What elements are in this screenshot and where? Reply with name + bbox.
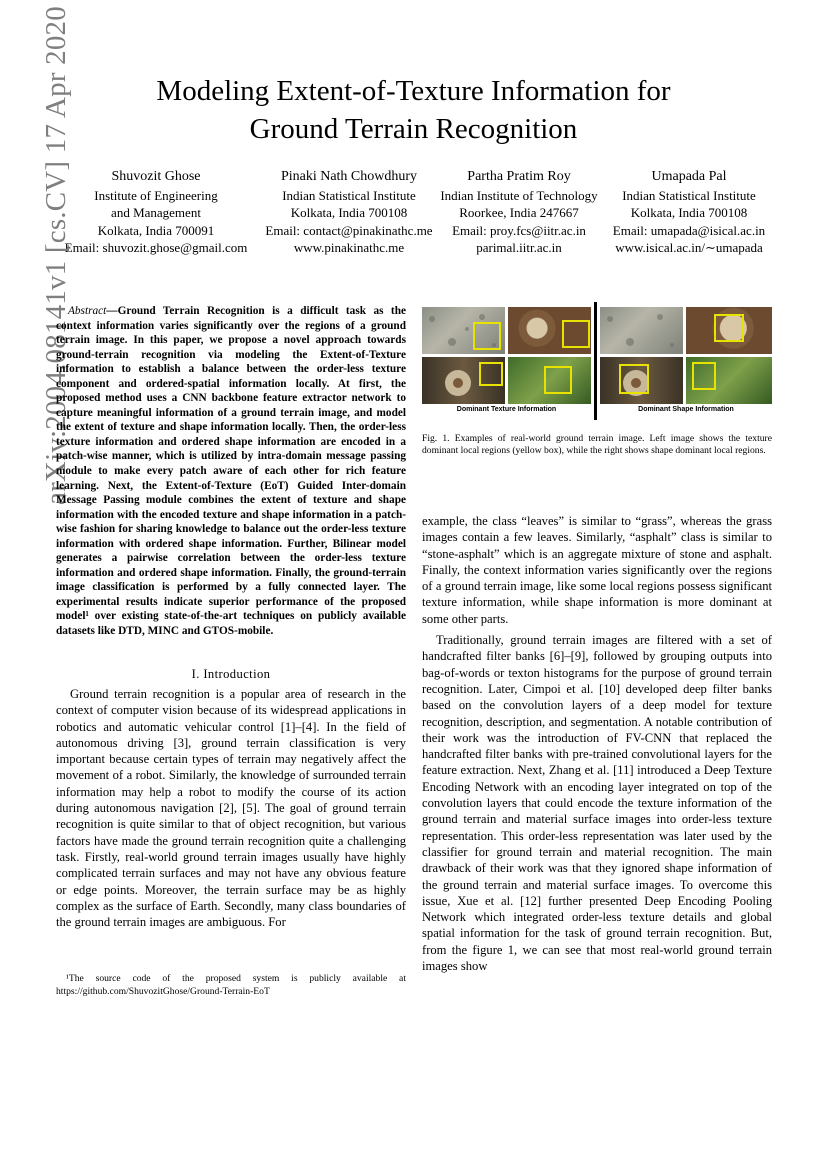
author-website: www.isical.ac.in/∼umapada [615,240,763,255]
author-email: Email: proy.fcs@iitr.ac.in [452,222,586,238]
figure-label-left: Dominant Texture Information [456,406,557,413]
figure-caption: Fig. 1. Examples of real-world ground terrain image. Left image shows the texture dominant local regions (yellow box), while the right shows shape dominant local regions. [422,433,772,457]
author-affiliation: Indian Statistical Institute [622,187,756,203]
author-affiliation: and Management [111,205,201,220]
title-line-2: Ground Terrain Recognition [249,113,578,145]
abstract-text: —Ground Terrain Recognition is a difficult task as the context information varies significantly over the regions of a ground terrain image. In this paper, we propose a novel approach towards ground-terrain recognition via modeling the Extent-of-Texture information to establish a balance between the order-less texture component and ordered-spatial information locally. At first, the proposed method uses a CNN backbone feature extractor network to capture meaningful information of a ground terrain image, and model the extent of texture and shape information locally. Then, the order-less texture information and ordered shape information are encoded in a patch-wise manner, which is utilized by intra-domain message passing module to make every patch aware of each other for rich feature learning. Next, the Extent-of-Texture (EoT) Guided Inter-domain Message Passing module combines the extent of texture and shape information with the encoded texture and shape information in a patch-wise fashion for sharing knowledge to balance out the order-less texture information with ordered shape information. Further, Bilinear model generates a pairwise correlation between the order-less texture information and ordered shape information. Finally, the ground-terrain image classification is performed by a fully connected layer. The experimental results indicate superior performance of the proposed model¹ over existing state-of-the-art techniques on publicly available datasets like DTD, MINC and GTOS-mobile. [56,305,406,638]
section-heading: I. Introduction [191,667,271,681]
right-column-text [422,513,772,974]
footnote: ¹The source code of the proposed system is publicly available at https://github.com/ShuvozitGhose/Ground-Terrain-EoT [56,973,406,997]
author-name: Partha Pratim Roy [467,169,571,184]
terrain-photo-asphalt [600,307,683,354]
title-line-1: Modeling Extent-of-Texture Information for [156,75,671,107]
abstract-label: Abstract [68,305,107,317]
author-block-1 [56,168,256,257]
author-address: Kolkata, India 700091 [97,222,215,238]
author-name: Shuvozit Ghose [111,169,201,184]
highlight-box [479,362,503,386]
author-name: Umapada Pal [651,169,727,184]
intro-paragraph: Ground terrain recognition is a popular area of research in the context of computer vision because of its widespread applications in robotics and automatic vehicular control [1]–[4]. In the field of autonomous driving [3], ground terrain classification is very important because certain types of terrain may negatively affect the movement of a robot. Similarly, the knowledge of surrounded terrain information may help a robot to modify the course of its action during autonomous navigation [2], [5]. The goal of ground terrain recognition is quite similar to that of object recognition, but various factors have made the ground terrain recognition quite a challenging task. Firstly, real-world ground terrain images usually have highly complicated terrain surfaces and may not have any obvious feature or edge points. Moreover, the terrain surface may be as highly complex as the surface of Earth. Secondly, many class boundaries of the ground terrain images are ambiguous. For [56,687,406,930]
author-email: Email: umapada@isical.ac.in [612,222,766,238]
highlight-box [562,320,590,348]
author-name: Pinaki Nath Chowdhury [280,169,418,184]
author-website: www.pinakinathc.me [293,240,405,255]
author-address: Kolkata, India 700108 [290,205,408,220]
author-affiliation: Institute of Engineering [94,187,218,203]
author-email: Email: contact@pinakinathc.me [265,222,433,238]
paragraph: Traditionally, ground terrain images are filtered with a set of handcrafted filter banks [6]–[9], followed by grouping outputs into bag-of-words or texton histograms for the purpose of ground terrain recognition. Later, Cimpoi et al. [10] developed deep filter banks based on the convolution layers of a deep model for texture recognition, description, and segmentation. A notable contribution of their work was the introduction of FV-CNN that replaced the handcrafted filter banks with pre-trained convolutional layers for the feature extraction. Next, Zhang et al. [11] introduced a Deep Texture Encoding Network with an encoding layer integrated on top of the convolution layers that could encode the texture information of the ground terrain and material surface images into order-less texture representation. This order-less representation was later used by the classifier for ground terrain and material recognition. The main drawback of their work was that they ignored shape information of the ground terrain and material surface images. To overcome this issue, Xue et al. [12] further presented Deep Encoding Pooling Network which integrated order-less texture details and global spatial information for the task of ground terrain recognition. But, from the figure 1, we can see that most real-world ground terrain images show [422,633,772,974]
author-affiliation: Indian Institute of Technology [440,187,598,203]
author-affiliation: Indian Statistical Institute [282,187,416,203]
author-address: Kolkata, India 700108 [630,205,748,220]
author-block-3 [432,168,606,257]
author-email: Email: shuvozit.ghose@gmail.com [64,240,248,255]
figure-divider [594,302,597,420]
paragraph: example, the class “leaves” is similar to “grass”, whereas the grass images contain a few leaves. Similarly, “asphalt” class is similar to “stone-asphalt” which is an aggregate mixture of stone and asphalt. Finally, the context information varies significantly over the regions of a ground terrain image, like some local regions possess significant texture information, while shape information is more dominant at some other parts. [422,514,772,626]
intro-text [56,686,406,930]
author-website: parimal.iitr.ac.in [476,240,562,255]
figure-label-right: Dominant Shape Information [638,406,734,413]
highlight-box [619,364,649,394]
highlight-box [544,366,572,394]
author-block-4 [606,168,772,257]
abstract [56,304,406,639]
highlight-box [714,314,744,342]
paper-title [0,72,827,148]
arxiv-stamp: arXiv:2004.08141v1 [cs.CV] 17 Apr 2020 [40,6,72,505]
author-block-2 [254,168,444,257]
highlight-box [692,362,716,390]
highlight-box [473,322,501,350]
author-address: Roorkee, India 247667 [459,205,579,220]
